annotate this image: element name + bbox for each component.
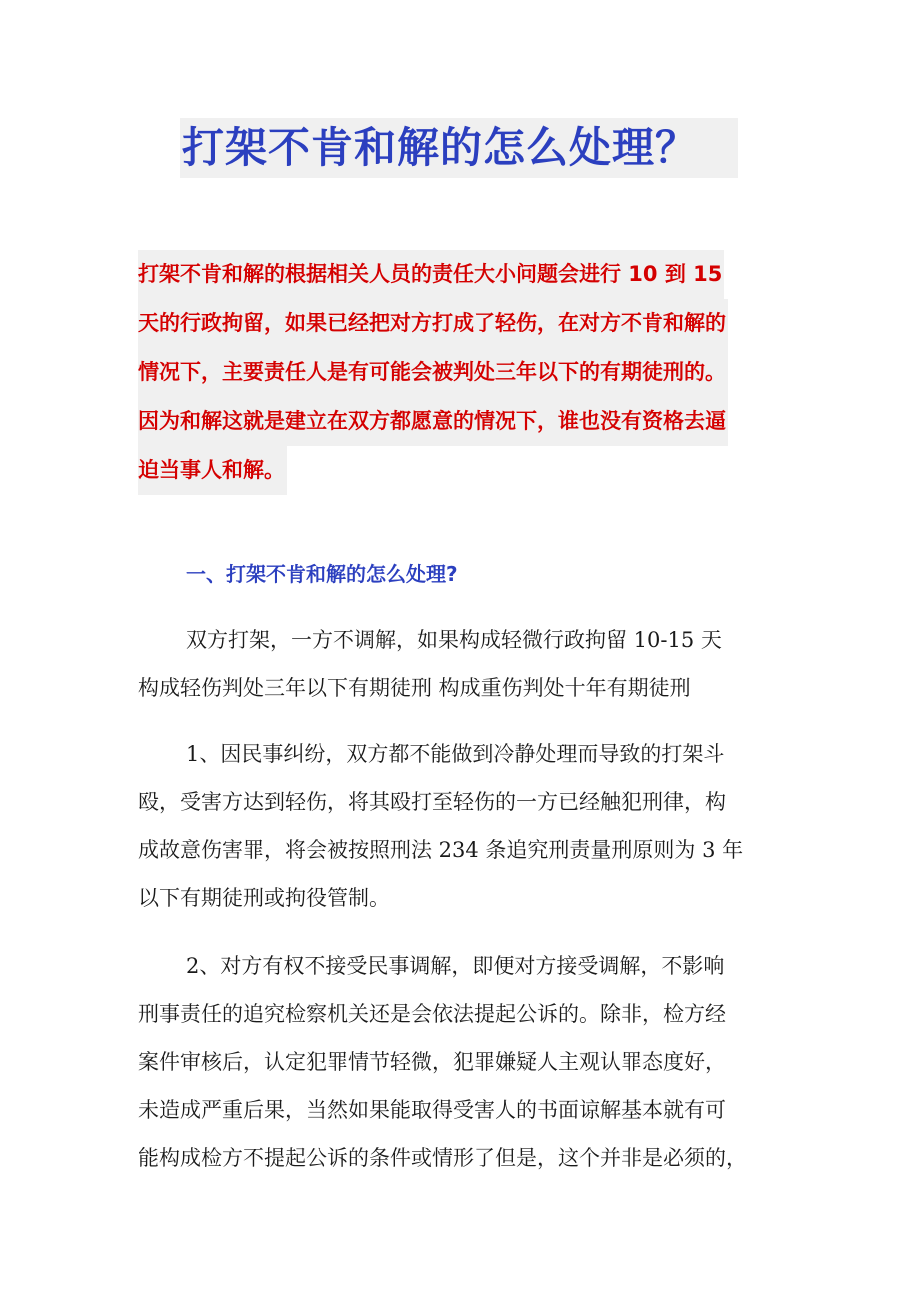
paragraph-line: 1、因民事纠纷，双方都不能做到冷静处理而导致的打架斗 (186, 742, 725, 766)
paragraph-line: 成故意伤害罪，将会被按照刑法 234 条追究刑责量刑原则为 3 年 (138, 838, 744, 862)
paragraph-1 (138, 616, 790, 712)
intro-line: 情况下，主要责任人是有可能会被判处三年以下的有期徒刑的。 (138, 348, 728, 397)
paragraph-line: 双方打架，一方不调解，如果构成轻微行政拘留 10-15 天 (186, 628, 722, 652)
paragraph-line: 能构成检方不提起公诉的条件或情形了但是，这个并非是必须的， (138, 1146, 747, 1170)
intro-line: 因为和解这就是建立在双方都愿意的情况下，谁也没有资格去逼 (138, 397, 728, 446)
intro-line: 天的行政拘留，如果已经把对方打成了轻伤，在对方不肯和解的 (138, 299, 728, 348)
paragraph-line: 以下有期徒刑或拘役管制。 (138, 886, 390, 910)
paragraph-line: 2、对方有权不接受民事调解，即便对方接受调解，不影响 (186, 954, 725, 978)
paragraph-line: 刑事责任的追究检察机关还是会依法提起公诉的。除非，检方经 (138, 1002, 726, 1026)
intro-summary (138, 250, 788, 495)
page-title: 打架不肯和解的怎么处理？ (182, 123, 699, 172)
paragraph-2 (138, 730, 790, 922)
section-heading: 一、打架不肯和解的怎么处理? (186, 562, 458, 586)
paragraph-3 (138, 942, 790, 1182)
paragraph-line: 案件审核后，认定犯罪情节轻微，犯罪嫌疑人主观认罪态度好， (138, 1050, 726, 1074)
paragraph-line: 殴，受害方达到轻伤，将其殴打至轻伤的一方已经触犯刑律，构 (138, 790, 726, 814)
intro-line: 打架不肯和解的根据相关人员的责任大小问题会进行 10 到 15 (138, 250, 724, 299)
intro-line: 迫当事人和解。 (138, 446, 287, 495)
paragraph-line: 未造成严重后果，当然如果能取得受害人的书面谅解基本就有可 (138, 1098, 726, 1122)
paragraph-line: 构成轻伤判处三年以下有期徒刑 构成重伤判处十年有期徒刑 (138, 676, 691, 700)
